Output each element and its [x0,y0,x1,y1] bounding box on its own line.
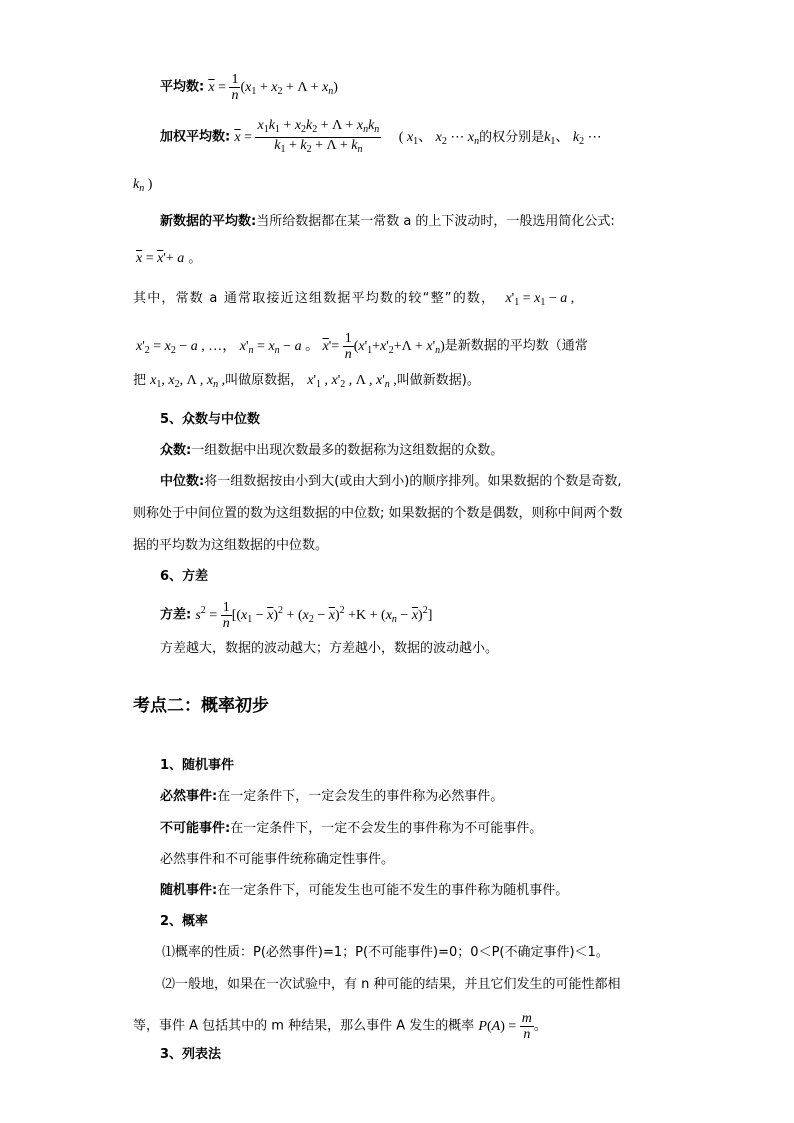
certain-event-line: 必然事件:在一定条件下，一定会发生的事件称为必然事件。 [160,789,504,804]
weighted-mean-formula: $\overline{x}$ = $\frac{x_1k_1 + x_2k_2 + \Lambda + x_nk_n}{k_1 + k_2 + \Lambda + k_n}$ [234,118,380,155]
mode-line: 众数:一组数据中出现次数最多的数据称为这组数据的众数。 [160,443,504,458]
mean-formula-line [160,72,338,103]
probability-property-2-line-1: ⑵一般地，如果在一次试验中，有 n 种可能的结果，并且它们发生的可能性都相 [162,977,621,992]
new-mean-explain-text: 其中，常数 a 通常取接近这组数据平均数的较“整”的数， [133,291,496,306]
random-events-heading: 1、随机事件 [160,758,235,773]
probability-formula: P(A) = $\frac{m}{n}$ [478,1011,532,1042]
new-mean-formula: $\overline{x} = \overline{x}'+ a$ [136,251,185,266]
mode-median-heading: 5、众数与中位数 [160,412,261,427]
weighted-mean-line [160,118,602,157]
variance-heading: 6、方差 [160,569,209,584]
new-mean-formula-tail: 。 [188,251,202,266]
new-mean-text: 当所给数据都在某一常数 a 的上下波动时，一般选用简化公式: [256,214,615,229]
variance-formula-line [160,600,432,631]
probability-heading: 2、概率 [160,914,209,929]
median-line-2: 则称处于中间位置的数为这组数据的中位数; 如果数据的个数是偶数，则称中间两个数 [133,506,623,521]
weighted-mean-weights: ( $x_1$、 $x_2$ ⋯ $x_n$的权分别是$k_1$、 $k_2$ ⋯ [398,129,602,147]
probability-property-1: ⑴概率的性质：P(必然事件)=1；P(不可能事件)=0；0＜P(不确定事件)＜1。 [162,945,609,960]
probability-title: 考点二：概率初步 [133,696,269,716]
mean-label: 平均数: [160,79,205,95]
new-mean-formula-line [136,250,201,268]
probability-property-2-line-2: 等，事件 A 包括其中的 m 种结果，那么事件 A 发生的概率 P(A) = $\frac{m}{n}$ 。 [133,1011,547,1042]
table-method-heading: 3、列表法 [160,1047,222,1062]
new-mean-explain-2: $x'_2 = x_2 - a$ , …， $x'_n = x_n - a$ 。 $\overline{x}'=$ $\frac{1}{n}$ $(x'_1+x'_2+\Lambda + x'_n)$是新数据的平均数（通常 [136,331,588,362]
weighted-mean-weights-cont: $k_n$ ) [133,177,153,194]
weighted-mean-label: 加权平均数: [160,129,231,145]
variance-note: 方差越大，数据的波动越大；方差越小，数据的波动越小。 [160,641,499,656]
median-line-3: 据的平均数为这组数据的中位数。 [133,538,329,553]
impossible-event-line: 不可能事件:在一定条件下，一定不会发生的事件称为不可能事件。 [160,821,543,836]
new-mean-explain-1: 其中，常数 a 通常取接近这组数据平均数的较“整”的数， $x'_1 = x_1 - a$ , [133,291,575,308]
mean-formula: $\overline{x}$ = $\frac{1}{n}$ $(x_1 + x_2 + \Lambda + x_n)$ [208,72,338,103]
new-mean-label: 新数据的平均数: [160,214,257,229]
new-mean-explain-3: 把 $x_1$, $x_2$, Λ , $x_n$ ,叫做原数据， $x'_1$ , $x'_2$ , Λ , $x'_n$ ,叫做新数据)。 [133,373,480,390]
new-mean-line [160,213,615,231]
weights-note: 的权分别是 [479,129,545,145]
median-label: 中位数: [160,474,205,489]
determined-events-line: 必然事件和不可能事件统称确定性事件。 [160,852,395,867]
variance-formula: $s^2$ = $\frac{1}{n}$ $[(x_1 - \overline{x})^2 + (x_2 - \overline{x})^2 +K + (x_n - \overline{x})^2]$ [195,600,433,631]
random-event-line: 随机事件:在一定条件下，可能发生也可能不发生的事件称为随机事件。 [160,883,569,898]
mode-label: 众数: [160,443,192,458]
median-line-1: 中位数:将一组数据按由小到大(或由大到小)的顺序排列。如果数据的个数是奇数, [160,474,622,489]
new-mean-explain-2-tail: 是新数据的平均数（通常 [444,338,588,354]
variance-label: 方差: [160,607,192,623]
